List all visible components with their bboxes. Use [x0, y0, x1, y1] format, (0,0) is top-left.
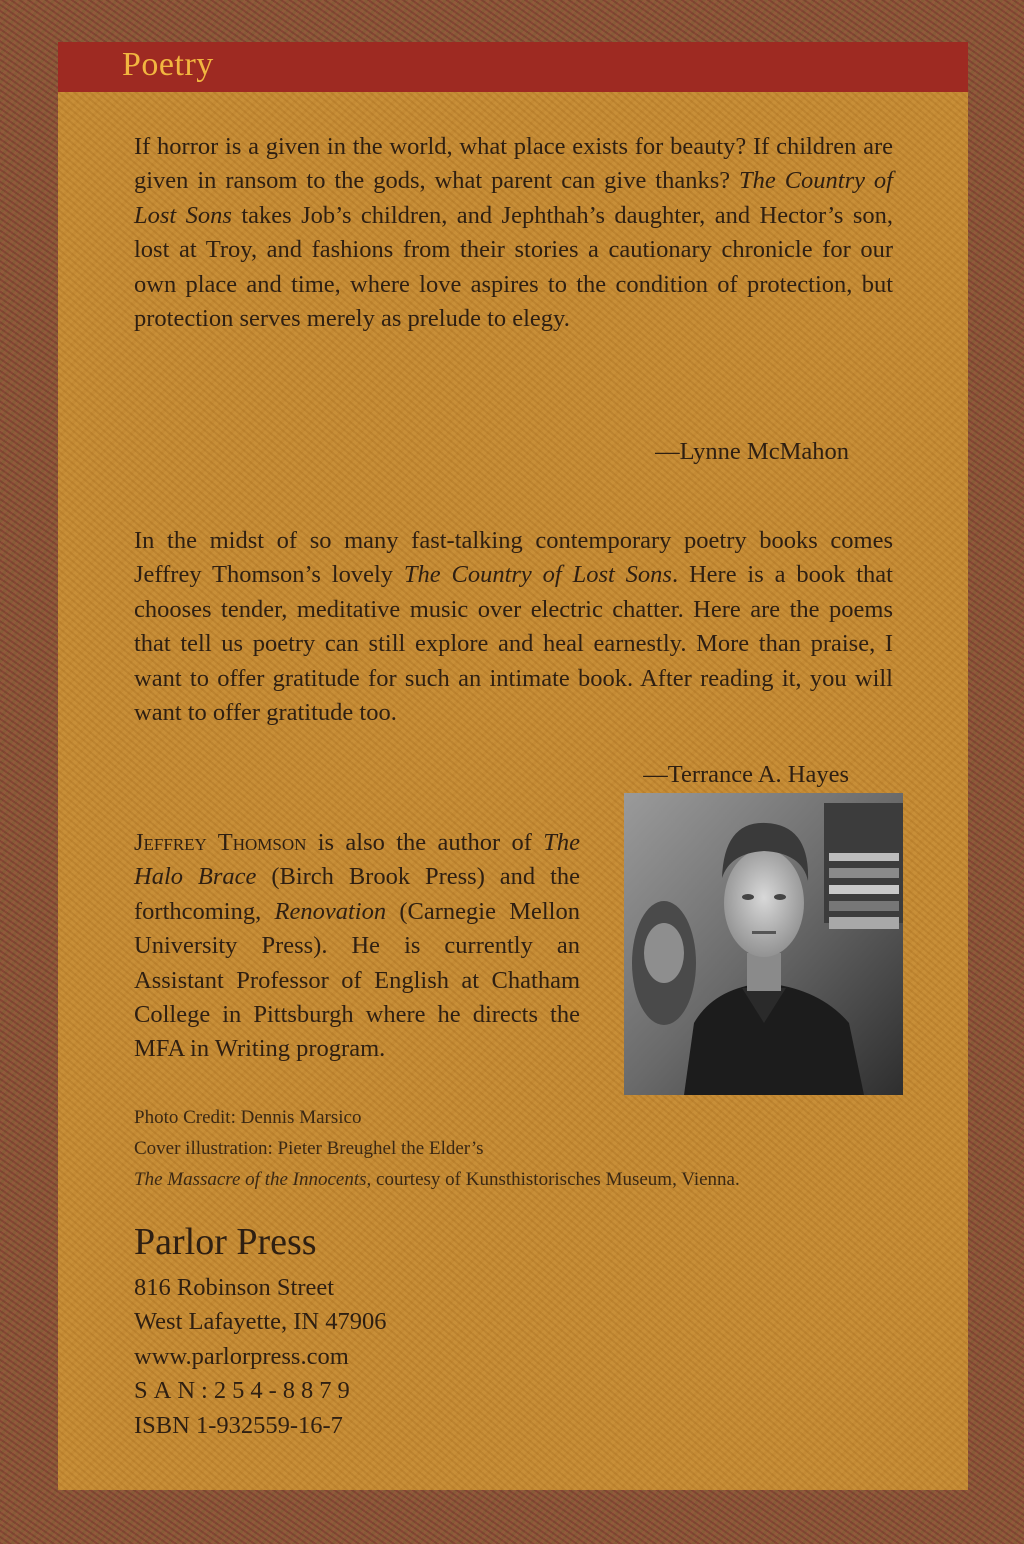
- blurb-quote-1: If horror is a given in the world, what place exists for beauty? If children are given in ransom to the gods, what parent can give thanks? The Country of Lost Sons takes Job’s children, and Jephthah’s daughter, and Hector’s son, lost at Troy, and fashions from their stories a cautionary chronicle for our own place and time, where love aspires to the condition of protection, but protection serves merely as prelude to elegy.: [134, 133, 893, 333]
- painting-title: The Massacre of the Innocents: [134, 1169, 367, 1190]
- book-title: Renovation: [274, 897, 387, 925]
- publisher-isbn: ISBN 1-932559-16-7: [134, 1411, 343, 1439]
- author-bio: Jeffrey Thomson is also the author of The Halo Brace (Birch Brook Press) and the forthcoming, Renovation (Carnegie Mellon University Press). He is currently an Assistant Professor of English at Chatham College in Pittsburgh where he directs the MFA in Writing program.: [134, 829, 580, 1063]
- publisher-url[interactable]: www.parlorpress.com: [134, 1342, 349, 1370]
- author-name: Jeffrey Thomson: [134, 829, 307, 856]
- blurb-attribution-2: —Terrance A. Hayes: [643, 761, 849, 788]
- author-photo-image: [624, 793, 903, 1095]
- publisher-info: [134, 1271, 634, 1443]
- publisher-name: Parlor Press: [134, 1221, 317, 1263]
- header-band: [58, 42, 968, 92]
- credits: [134, 1102, 934, 1195]
- blurb-attribution-1: —Lynne McMahon: [655, 438, 849, 465]
- section-title: Poetry: [122, 46, 214, 83]
- publisher-street: 816 Robinson Street: [134, 1274, 335, 1301]
- blurb-quote-2: In the midst of so many fast-talking contemporary poetry books comes Jeffrey Thomson’s lovely The Country of Lost Sons. Here is a book that chooses tender, meditative music over electric chatter. Here are the poems that tell us poetry can still explore and heal earnestly. More than praise, I want to offer gratitude for such an intimate book. After reading it, you will want to offer gratitude too.: [134, 527, 893, 727]
- author-photo: [624, 793, 903, 1095]
- cover-credit-title-line: The Massacre of the Innocents, courtesy of Kunsthistorisches Museum, Vienna.: [134, 1169, 740, 1190]
- book-title: The Country of Lost Sons: [403, 561, 672, 589]
- back-cover-panel: [58, 42, 968, 1490]
- photo-credit: Photo Credit: Dennis Marsico: [134, 1107, 362, 1128]
- publisher-san: SAN:254-8879: [134, 1377, 356, 1405]
- publisher-city: West Lafayette, IN 47906: [134, 1308, 387, 1336]
- book-title: The Halo Brace: [134, 829, 580, 891]
- cover-credit-line: Cover illustration: Pieter Breughel the Elder’s: [134, 1138, 484, 1159]
- book-title: The Country of Lost Sons: [134, 167, 893, 229]
